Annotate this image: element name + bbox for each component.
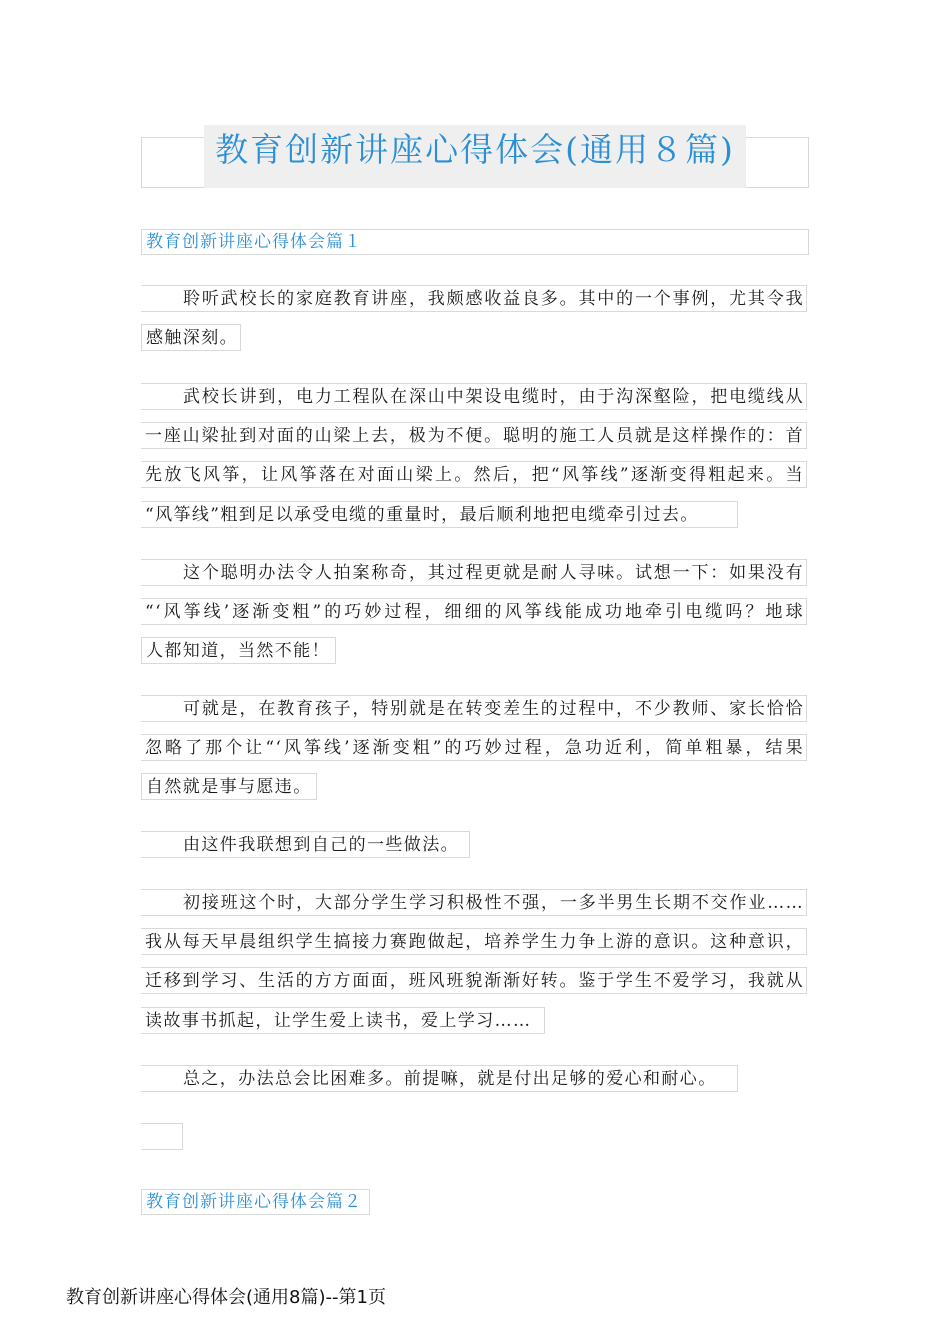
text-line: 人都知道，当然不能！ — [141, 637, 336, 664]
text-line: 忽略了那个让“‘风筝线’逐渐变粗”的巧妙过程，急功近利，简单粗暴，结果 — [141, 734, 807, 761]
text-line: “风筝线”粗到足以承受电缆的重量时，最后顺利地把电缆牵引过去。 — [141, 501, 738, 528]
section-heading-2: 教育创新讲座心得体会篇２ — [141, 1189, 370, 1215]
empty-line-box — [141, 1123, 183, 1150]
text-line: 这个聪明办法令人拍案称奇，其过程更就是耐人寻味。试想一下：如果没有 — [141, 559, 807, 586]
text-line: 我从每天早晨组织学生搞接力赛跑做起，培养学生力争上游的意识。这种意识， — [141, 928, 807, 955]
text-line: 迁移到学习、生活的方方面面，班风班貌渐渐好转。鉴于学生不爱学习，我就从 — [141, 967, 807, 994]
text-line: 一座山梁扯到对面的山梁上去，极为不便。聪明的施工人员就是这样操作的：首 — [141, 422, 807, 449]
text-line: 自然就是事与愿违。 — [141, 773, 317, 800]
text-line: 武校长讲到，电力工程队在深山中架设电缆时，由于沟深壑险，把电缆线从 — [141, 383, 807, 410]
text-line: “‘风筝线’逐渐变粗”的巧妙过程，细细的风筝线能成功地牵引电缆吗？地球 — [141, 598, 807, 625]
text-line: 读故事书抓起，让学生爱上读书，爱上学习…… — [141, 1007, 545, 1034]
text-line: 总之，办法总会比困难多。前提嘛，就是付出足够的爱心和耐心。 — [141, 1065, 738, 1092]
section-heading-1: 教育创新讲座心得体会篇１ — [141, 229, 809, 255]
text-line: 聆听武校长的家庭教育讲座，我颇感收益良多。其中的一个事例，尤其令我 — [141, 285, 807, 312]
text-line: 感触深刻。 — [141, 324, 241, 351]
document-title: 教育创新讲座心得体会(通用８篇) — [204, 125, 746, 188]
text-line: 初接班这个时，大部分学生学习积极性不强，一多半男生长期不交作业…… — [141, 889, 807, 916]
text-line: 由这件我联想到自己的一些做法。 — [141, 831, 470, 858]
page-footer: 教育创新讲座心得体会(通用8篇)--第1页 — [66, 1287, 386, 1308]
text-line: 先放飞风筝，让风筝落在对面山梁上。然后，把“风筝线”逐渐变得粗起来。当 — [141, 461, 807, 488]
text-line: 可就是，在教育孩子，特别就是在转变差生的过程中，不少教师、家长恰恰 — [141, 695, 807, 722]
